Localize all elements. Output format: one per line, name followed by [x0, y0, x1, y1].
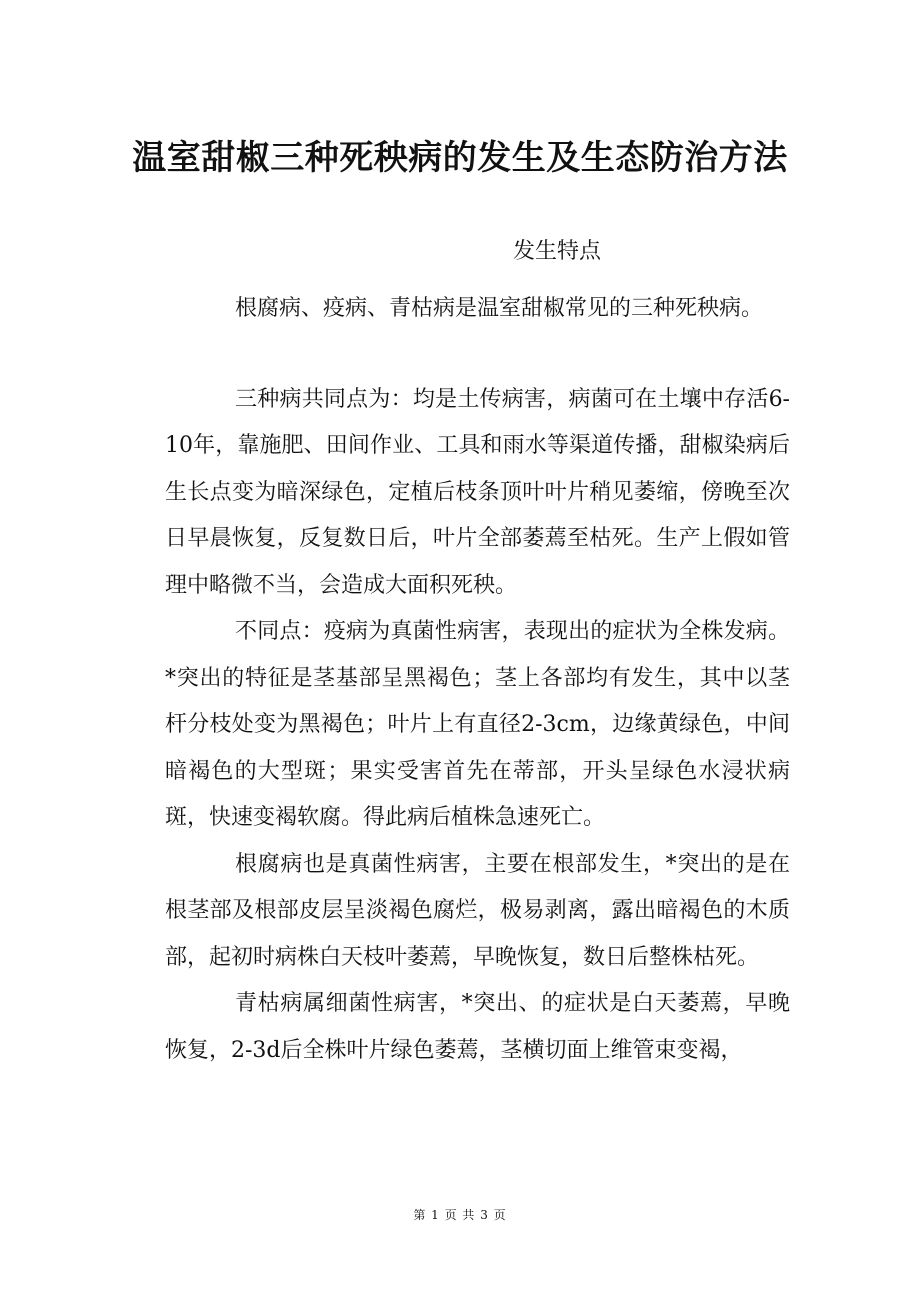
document-body: [165, 286, 790, 1074]
paragraph-root-rot: 根腐病也是真菌性病害，主要在根部发生，*突出的是在根茎部及根部皮层呈淡褐色腐烂，极易剥离，露出暗褐色的木质部，起初时病株白天枝叶萎蔫，早晚恢复，数日后整株枯死。: [165, 851, 790, 970]
paragraph-bacterial-wilt: 青枯病属细菌性病害，*突出、的症状是白天萎蔫，早晚恢复，2-3d后全株叶片绿色萎蔫，茎横切面上维管束变褐，: [165, 991, 790, 1063]
paragraph-intro: 根腐病、疫病、青枯病是温室甜椒常见的三种死秧病。: [235, 296, 764, 321]
section-heading: 发生特点: [513, 239, 602, 264]
paragraph-common-points: 三种病共同点为：均是土传病害，病菌可在土壤中存活6-10年，靠施肥、田间作业、工具和雨水等渠道传播，甜椒染病后生长点变为暗深绿色，定植后枝条顶叶叶片稍见萎缩，傍晚至次日早晨恢复，反复数日后，叶片全部萎蔫至枯死。生产上假如管理中略微不当，会造成大面积死秧。: [165, 386, 790, 598]
page-number-footer: 第 1 页 共 3 页: [413, 1208, 507, 1222]
page-title: 温室甜椒三种死秧病的发生及生态防治方法: [132, 138, 788, 178]
paragraph-blight: 不同点：疫病为真菌性病害，表现出的症状为全株发病。*突出的特征是茎基部呈黑褐色；茎上各部均有发生，其中以茎杆分枝处变为黑褐色；叶片上有直径2-3cm，边缘黄绿色，中间暗褐色的大型斑；果实受害首先在蒂部，开头呈绿色水浸状病斑，快速变褐软腐。得此病后植株急速死亡。: [165, 619, 790, 830]
